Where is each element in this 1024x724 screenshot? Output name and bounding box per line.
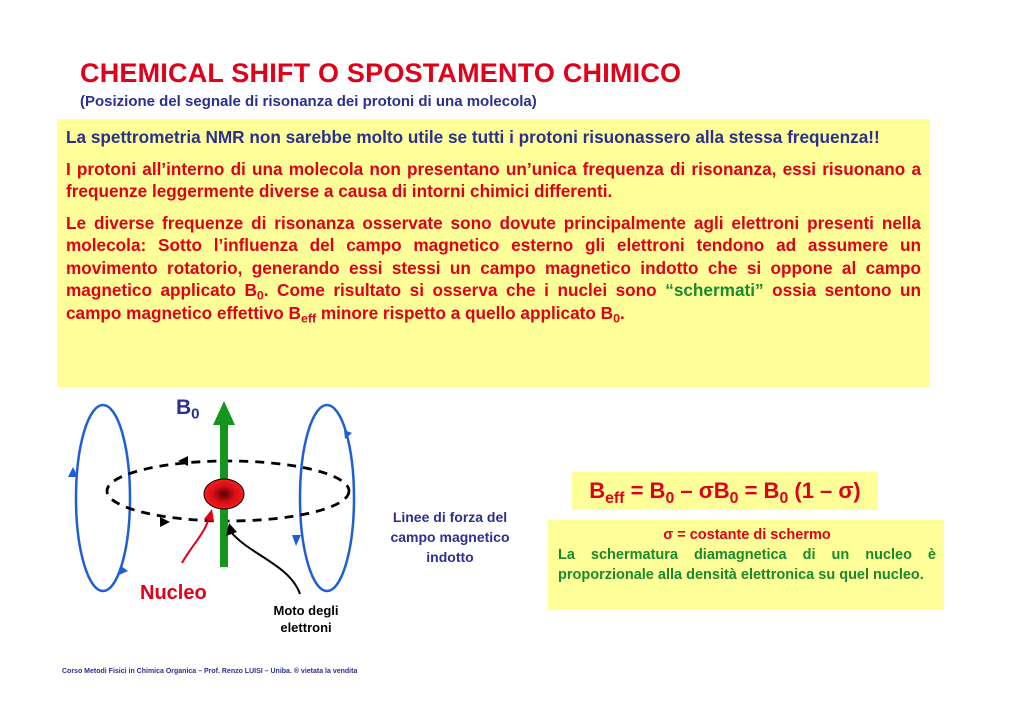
nucleus (204, 479, 244, 509)
nucleo-pointer (182, 517, 209, 563)
paragraph-2: I protoni all’interno di una molecola non presentano un’unica frequenza di risonanza, essi risuonano a frequenze leggermente diverse a causa di intorni chimici differenti. (66, 158, 921, 201)
shielding-constant-box (548, 520, 944, 610)
page-subtitle: (Posizione del segnale di risonanza dei protoni di una molecola) (80, 93, 537, 110)
sigma-definition: σ = costante di schermo (663, 527, 831, 543)
left-field-loop (76, 405, 130, 591)
effective-field-formula: $B_{eff} = B_0 - \sigma B_0 = B_0$ (1 – σ) (572, 472, 878, 510)
shielding-explanation: La schermatura diamagnetica di un nucleo è proporzionale alla densità elettronica su quel nucleo. (558, 547, 936, 583)
intro-text-box (57, 119, 930, 387)
page-title: CHEMICAL SHIFT O SPOSTAMENTO CHIMICO (80, 58, 682, 88)
schermati-term: “schermati” (665, 280, 764, 300)
b0-arrow-head (213, 401, 235, 425)
b0-label: $B_0$ (176, 396, 200, 423)
moto-pointer (231, 532, 300, 594)
right-loop-arrow-down (292, 535, 301, 546)
orbit-arrow-bottom (160, 517, 170, 527)
nucleo-label: Nucleo (140, 582, 207, 604)
paragraph-1: La spettrometria NMR non sarebbe molto utile se tutti i protoni risuonassero alla stessa frequenza!! (66, 127, 880, 147)
electron-motion-label: Moto degli elettroni (273, 603, 339, 635)
paragraph-3: Le diverse frequenze di risonanza osservate sono dovute principalmente agli elettroni presenti nella molecola: Sotto l’influenza del campo magnetico esterno gli elettroni tendono ad assumere un movimento rotatorio, generando essi stessi un campo magnetico indotto che si oppone al campo magnetico applicato $B_0$. Come risultato si osserva che i nuclei sono “schermati” ossia sentono un campo magnetico effettivo $B_{eff}$ minore rispetto a quello applicato $B_0$. (66, 212, 921, 326)
induced-field-label: Linee di forza del campo magnetico indotto (390, 509, 510, 565)
footer-credits: Corso Metodi Fisici in Chimica Organica – Prof. Renzo LUISI – Uniba. ® vietata la vendita (62, 668, 358, 675)
